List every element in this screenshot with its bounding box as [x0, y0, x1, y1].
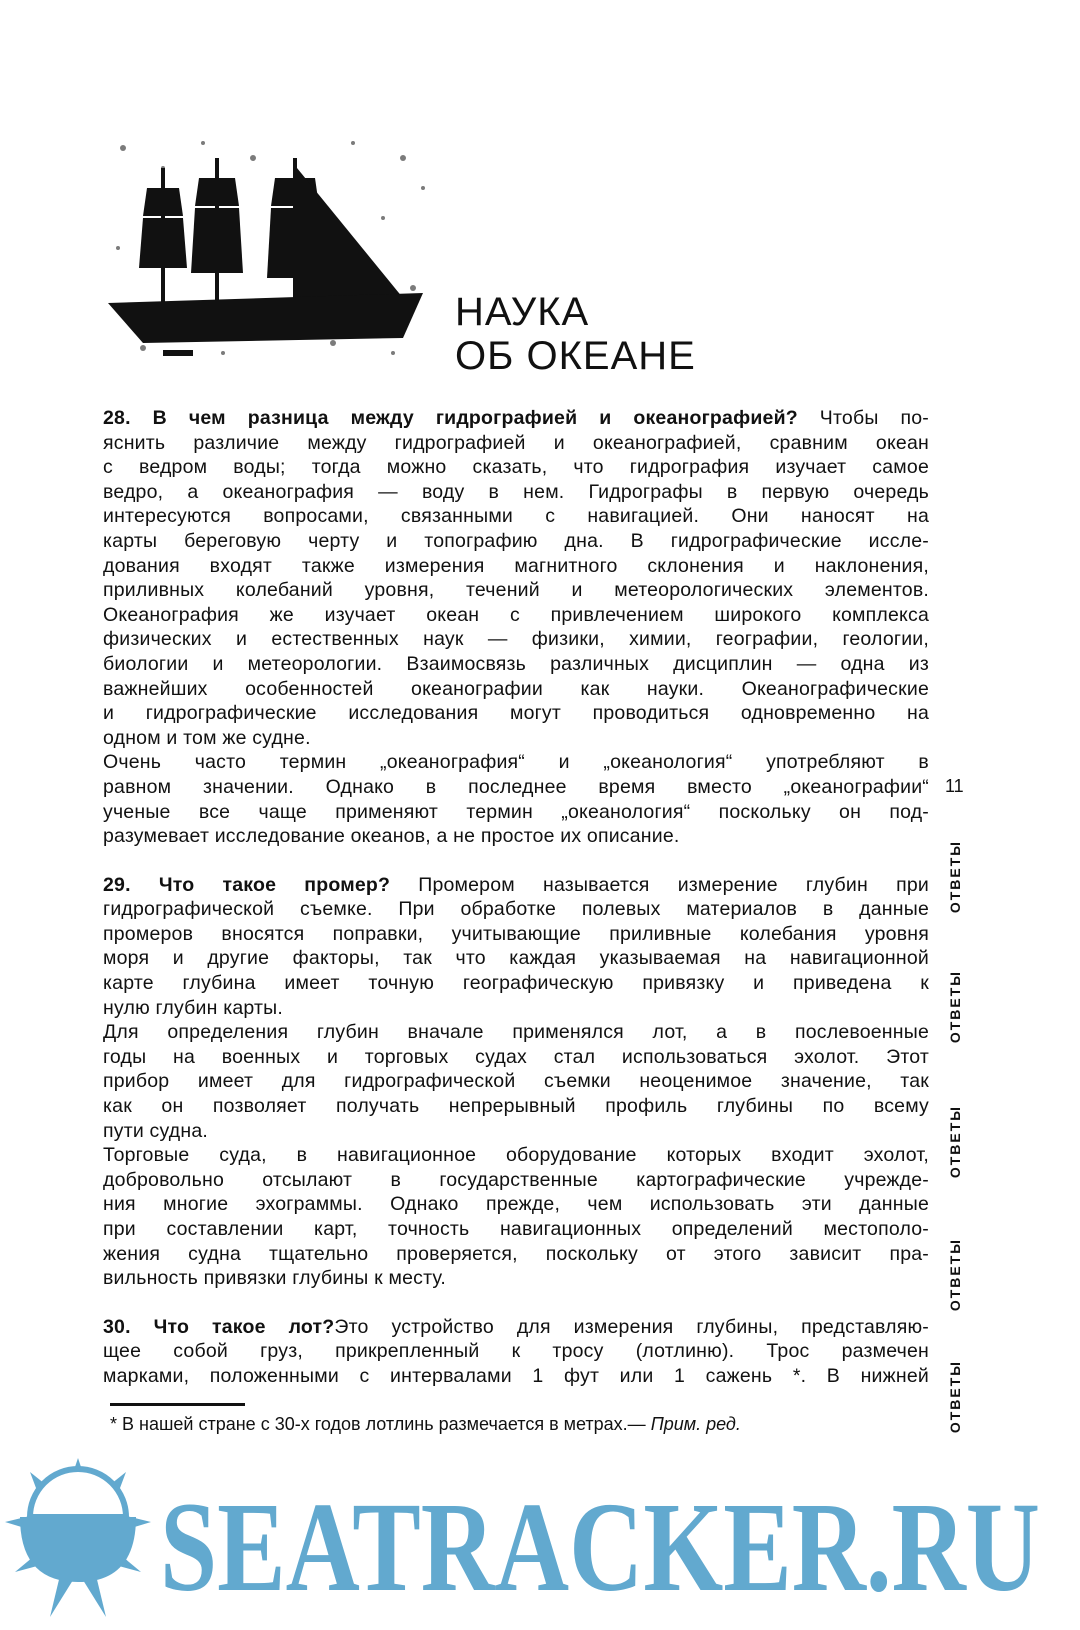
- text-line: ученые все чаще применяют термин „океанология“ поскольку он под-: [103, 800, 929, 823]
- question-section: [103, 406, 929, 849]
- page-title-line-2: ОБ ОКЕАНЕ: [455, 334, 696, 378]
- text-line: карте глубина имеет точную географическую привязку и приведена к: [103, 972, 929, 995]
- text-line: интересуются вопросами, связанными с навигацией. Они наносят на: [103, 505, 929, 528]
- text-line: моря и другие факторы, так что каждая указываемая на навигационной: [103, 947, 929, 970]
- text-line: добровольно отсылают в государственные картографические учрежде-: [103, 1168, 929, 1191]
- question-heading: 28. В чем разница между гидрографией и океанографией?: [103, 407, 798, 429]
- text-line: [103, 873, 929, 898]
- footnote: [110, 1413, 741, 1435]
- text-line: физических и естественных наук — физики, химии, географии, геологии,: [103, 628, 929, 651]
- watermark-text: SEATRACKER.RU: [160, 1476, 1040, 1618]
- text-line: щее собой груз, прикрепленный к тросу (лотлиню). Трос размечен: [103, 1340, 929, 1363]
- side-label: ОТВЕТЫ: [947, 1238, 963, 1312]
- text-line: марками, положенными с интервалами 1 фут или 1 сажень *. В нижней: [103, 1364, 929, 1387]
- side-label: ОТВЕТЫ: [947, 1360, 963, 1434]
- sailing-ship-illustration: [103, 128, 433, 368]
- footnote-divider: [110, 1403, 245, 1406]
- text-line: разумевает исследование океанов, а не простое их описание.: [103, 825, 680, 848]
- text-line: важнейших особенностей океанографии как науки. Океанографические: [103, 677, 929, 700]
- question-text: Чтобы по-: [797, 407, 929, 429]
- footnote-note: Прим. ред.: [650, 1414, 741, 1434]
- question-text: Это устройство для измерения глубины, представляю-: [334, 1315, 929, 1338]
- text-line: [103, 406, 929, 431]
- text-line: при составлении карт, точность навигационных определений местополо-: [103, 1218, 929, 1240]
- sun-logo-icon: [5, 1458, 151, 1617]
- text-line: ведро, а океанография — воду в нем. Гидрографы в первую очередь: [103, 480, 929, 503]
- text-line: пути судна.: [103, 1119, 209, 1142]
- text-line: нулю глубин карты.: [103, 996, 283, 1019]
- text-line: годы на военных и торговых судах стал использоваться эхолот. Этот: [103, 1045, 929, 1068]
- text-line: как он позволяет получать непрерывный профиль глубины по всему: [103, 1095, 929, 1118]
- question-text: Промером называется измерение глубин при: [390, 873, 929, 896]
- text-line: вильность привязки глубины к месту.: [103, 1267, 447, 1290]
- text-line: Торговые суда, в навигационное оборудование которых входит эхолот,: [103, 1144, 929, 1167]
- text-line: с ведром воды; тогда можно сказать, что гидрография изучает самое: [103, 456, 929, 479]
- text-line: [103, 1315, 929, 1340]
- text-line: Океанография же изучает океан с привлечением широкого комплекса: [103, 603, 929, 626]
- question-section: [103, 873, 929, 1291]
- text-line: Для определения глубин вначале применялся лот, а в послевоенные: [103, 1021, 929, 1044]
- text-line: одном и том же судне.: [103, 726, 311, 749]
- page-title-line-1: НАУКА: [455, 290, 590, 334]
- side-label: ОТВЕТЫ: [947, 970, 963, 1044]
- text-line: дования входят также измерения магнитного склонения и наклонения,: [103, 554, 929, 577]
- side-label: ОТВЕТЫ: [947, 840, 963, 914]
- body-text: [103, 406, 929, 1413]
- text-line: приливных колебаний уровня, течений и метеорологических элементов.: [103, 579, 929, 602]
- text-line: промеров вносятся поправки, учитывающие приливные колебания уровня: [103, 922, 929, 945]
- seatracker-watermark: [0, 1450, 1080, 1630]
- page-number: 11: [945, 776, 964, 796]
- question-section: [103, 1315, 929, 1389]
- text-line: прибор имеет для гидрографической съемки неоценимое значение, так: [103, 1070, 929, 1093]
- text-line: гидрографической съемке. При обработке полевых материалов в данные: [103, 898, 929, 921]
- text-line: равном значении. Однако в последнее время вместо „океанографии“: [103, 775, 929, 798]
- text-line: и гидрографические исследования могут проводиться одновременно на: [103, 702, 929, 725]
- question-heading: 30. Что такое лот?: [103, 1315, 335, 1338]
- footnote-text: * В нашей стране с 30-х годов лотлинь размечается в метрах.—: [110, 1414, 651, 1434]
- text-line: яснить различие между гидрографией и океанографией, сравним океан: [103, 431, 929, 454]
- text-line: ния многие эхограммы. Однако прежде, чем использовать эти данные: [103, 1193, 929, 1216]
- text-line: карты береговую черту и топографию дна. В гидрографические иссле-: [103, 529, 929, 552]
- text-line: биологии и метеорологии. Взаимосвязь различных дисциплин — одна из: [103, 652, 929, 675]
- text-line: жения судна тщательно проверяется, поскольку от этого зависит пра-: [103, 1242, 929, 1265]
- side-label: ОТВЕТЫ: [947, 1105, 963, 1179]
- question-heading: 29. Что такое промер?: [103, 873, 391, 896]
- text-line: Очень часто термин „океанография“ и „океанология“ употребляют в: [103, 751, 929, 774]
- page-title: [455, 290, 696, 378]
